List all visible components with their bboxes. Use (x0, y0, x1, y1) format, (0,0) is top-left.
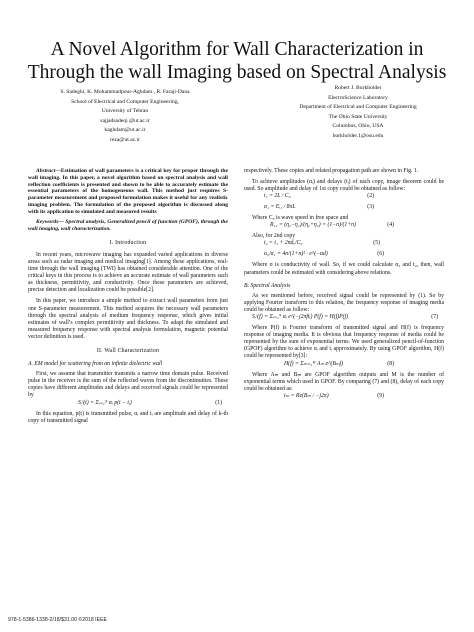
keywords-label: Keywords (36, 219, 59, 226)
author-name-right: Robert J. Burkholder (334, 85, 382, 91)
right-paragraph-5: Where σ is conductivity of wall. So, if we could calculate α₂ and t₂, then, wall parameters could be estimated with considering above relations. (244, 262, 444, 276)
equation-9-body: tₘ = Re(Bₘ / −j2π) (284, 392, 329, 399)
right-paragraph-2: To achieve amplitudes (αᵢ) and delays (tᵢ) of each copy, image theorem could be used. So amplitude and delay of 1st copy could be obtained as follow: (244, 179, 444, 193)
em-model-paragraph-2: In this equation, p(t) is transmitted pulse, αᵢ and tᵢ are amplitude and delay of k-th copy of transmitted signal (28, 410, 228, 424)
equation-5-body: t₂ = t₁ + 2ndᵤ/C₀ (264, 240, 303, 247)
equation-2-number: (2) (367, 193, 374, 200)
abstract-label: Abstract (36, 168, 56, 174)
title-line-1: A Novel Algorithm for Wall Characterization in (50, 39, 424, 60)
equation-3-number: (3) (367, 204, 374, 211)
equation-3-body: α₁ = Eᵢ₁ / 8πL (264, 204, 296, 211)
email-3: reza@ut.ac.ir (110, 136, 140, 143)
university-right: The Ohio State University (328, 113, 388, 120)
author-names-left: S. Sadeghi, K. Mohammadpour-Aghdam , R. Faraji-Dana (60, 89, 190, 95)
lab-right: ElectroScience Laboratory (328, 94, 388, 101)
equation-9-number: (9) (377, 392, 384, 399)
equation-7-body: Sᵣᵗ(f) = Σᵢ₌₁ᴺ αᵢ e^(−j2πftᵢ) P(f) = H(f)P(f) (252, 314, 349, 321)
section-heading-introduction: I. Introduction (109, 239, 147, 246)
intro-paragraph-2: In this paper, we introduce a simple method to extract wall parameters from just one S-parameter measurement. This method acquires the necessary wall parameters through the spectral analysis of medium frequency response, which gives initial estimates of wall’s complex permittivity and thickness. To adapt the simulated and measured frequency response with spectral analysis formulation, magnetic potential vector definition is used. (28, 298, 228, 340)
email-2: kaghdam@ut.ac.ir (104, 127, 146, 134)
email-right: burkholder.1@osu.edu (332, 132, 384, 139)
location-right: Columbus, Ohio, USA (332, 123, 384, 130)
author-block-left (20, 88, 230, 146)
title-line-2: Through the wall Imaging based on Spectral Analysis (27, 62, 447, 83)
university-left: University of Tehran (101, 108, 149, 115)
equation-4-body: R₁₂ = (η₂−η₁)/(η₂+η₁) = (1−n)/(1+n) (270, 222, 356, 229)
abstract (28, 168, 228, 215)
equation-2 (244, 193, 444, 204)
equation-8 (244, 361, 444, 372)
author-block-right (258, 84, 458, 142)
department-right: Department of Electrical and Computer Engineering (299, 104, 417, 111)
equation-8-number: (8) (387, 360, 394, 367)
right-paragraph-3: Where C₀ is wave speed in free space and (252, 215, 349, 222)
subsection-heading-spectral-analysis: B. Spectral Analysis (244, 282, 291, 289)
equation-1-number: (1) (215, 399, 222, 406)
equation-9 (244, 393, 444, 404)
equation-2-body: t₁ = 2L / C₀ (264, 193, 291, 200)
affiliation-left: School of Electrical and Computer Engineering, (71, 98, 179, 105)
equation-7-number: (7) (431, 314, 438, 321)
right-paragraph-6: As we mentioned before, received signal could be represented by (1). So by applying Fourier transform to this relation, the frequency response of imaging media could be obtained as follow: (244, 292, 444, 313)
equation-5 (244, 240, 444, 251)
equation-4-number: (4) (387, 222, 394, 229)
right-paragraph-1: respectively. These copies and related propagation path are shown in Fig. 1. (244, 168, 419, 174)
intro-paragraph-1: In recent years, microwave imaging has expanded varied applications in diverse areas such as radar imaging and medical imaging[1]. Among these applications, real-time through the wall imaging (TWI) has obtained considerable attention. One of the critical keys in this process is to achieve an accurate estimate of wall parameters such as thickness, permittivity, and conductivity. Once these parameters are achieved, precise detection and localization could be possible[2]. (28, 251, 228, 294)
right-paragraph-8: Where Aₘ and Bₘ are GPOF algorithm outputs and M is the number of exponential terms which used in GPOF. By comparing (7) and (8), delay of each copy could be obtained as: (244, 371, 444, 392)
equation-3 (244, 204, 444, 215)
keywords (28, 219, 228, 233)
equation-8-body: H(f) = Σₘ₌₁ᴹ Aₘ e^(Bₘf) (284, 360, 343, 367)
equation-1 (28, 400, 228, 411)
equation-1-body: Sᵣᵗ(t) = Σᵢ₌₁ᴺ αᵢ p(t − tᵢ) (78, 399, 132, 406)
section-heading-wall-characterization: II. Wall Characterization (96, 347, 160, 354)
equation-6-number: (6) (377, 251, 384, 258)
right-column (244, 168, 444, 404)
equation-4 (244, 222, 444, 233)
keywords-text: — Spectral analysis, Generalized pencil of function (GPOF), through the wall imaging, wall characterization. (28, 219, 228, 232)
email-1: sajjadsadeqi @ut.ac.ir (100, 117, 150, 124)
equation-6-body: α₂/α₁ = 4n/(1+n)² · e^(−αd) (264, 251, 328, 258)
left-column (28, 168, 228, 425)
abstract-text: —Estimation of wall parameters is a critical key for proper through the wall imaging. In this paper, a novel algorithm based on spectral analysis and wall reflection coefficients is presented and shown to be able to accurately estimate the essential parameters of the homogeneous wall. This method just requires S-parameter measurement and proposed formulation makes it useful for any realistic imaging problem. The formulation of the proposed algorithm is discussed along with its application to simulated and measured results (28, 168, 228, 215)
equation-7 (244, 314, 444, 325)
equation-5-number: (5) (373, 240, 380, 247)
right-paragraph-7: Where P(f) is Fourier transform of transmitted signal and H(f) is frequency response of imaging media. It is obvious that frequency response of media could be represented by the sum of exponential terms. We used generalized pencil-of-function (GPOF) algorithm to achieve αᵢ and tᵢ approximately. By using GPOF algorithm, H(f) could be represented by[3]: (244, 325, 444, 360)
em-model-paragraph-1: First, we assume that transmitter transmits a narrow time domain pulse. Received pulse in the receiver is the sum of the reflected waves from the discontinuities. These copies have different amplitudes and delays and received signals could be represented by (28, 371, 228, 399)
right-paragraph-4: Also, for 2nd copy (252, 233, 296, 240)
subsection-heading-em-model: A. EM model for scattering from an infinite dielectric wall (28, 361, 163, 368)
paper-title (0, 38, 474, 84)
equation-6 (244, 251, 444, 262)
copyright-footer: 978-1-5386-1338-2/18/$31.00 ©2018 IEEE (8, 617, 108, 623)
